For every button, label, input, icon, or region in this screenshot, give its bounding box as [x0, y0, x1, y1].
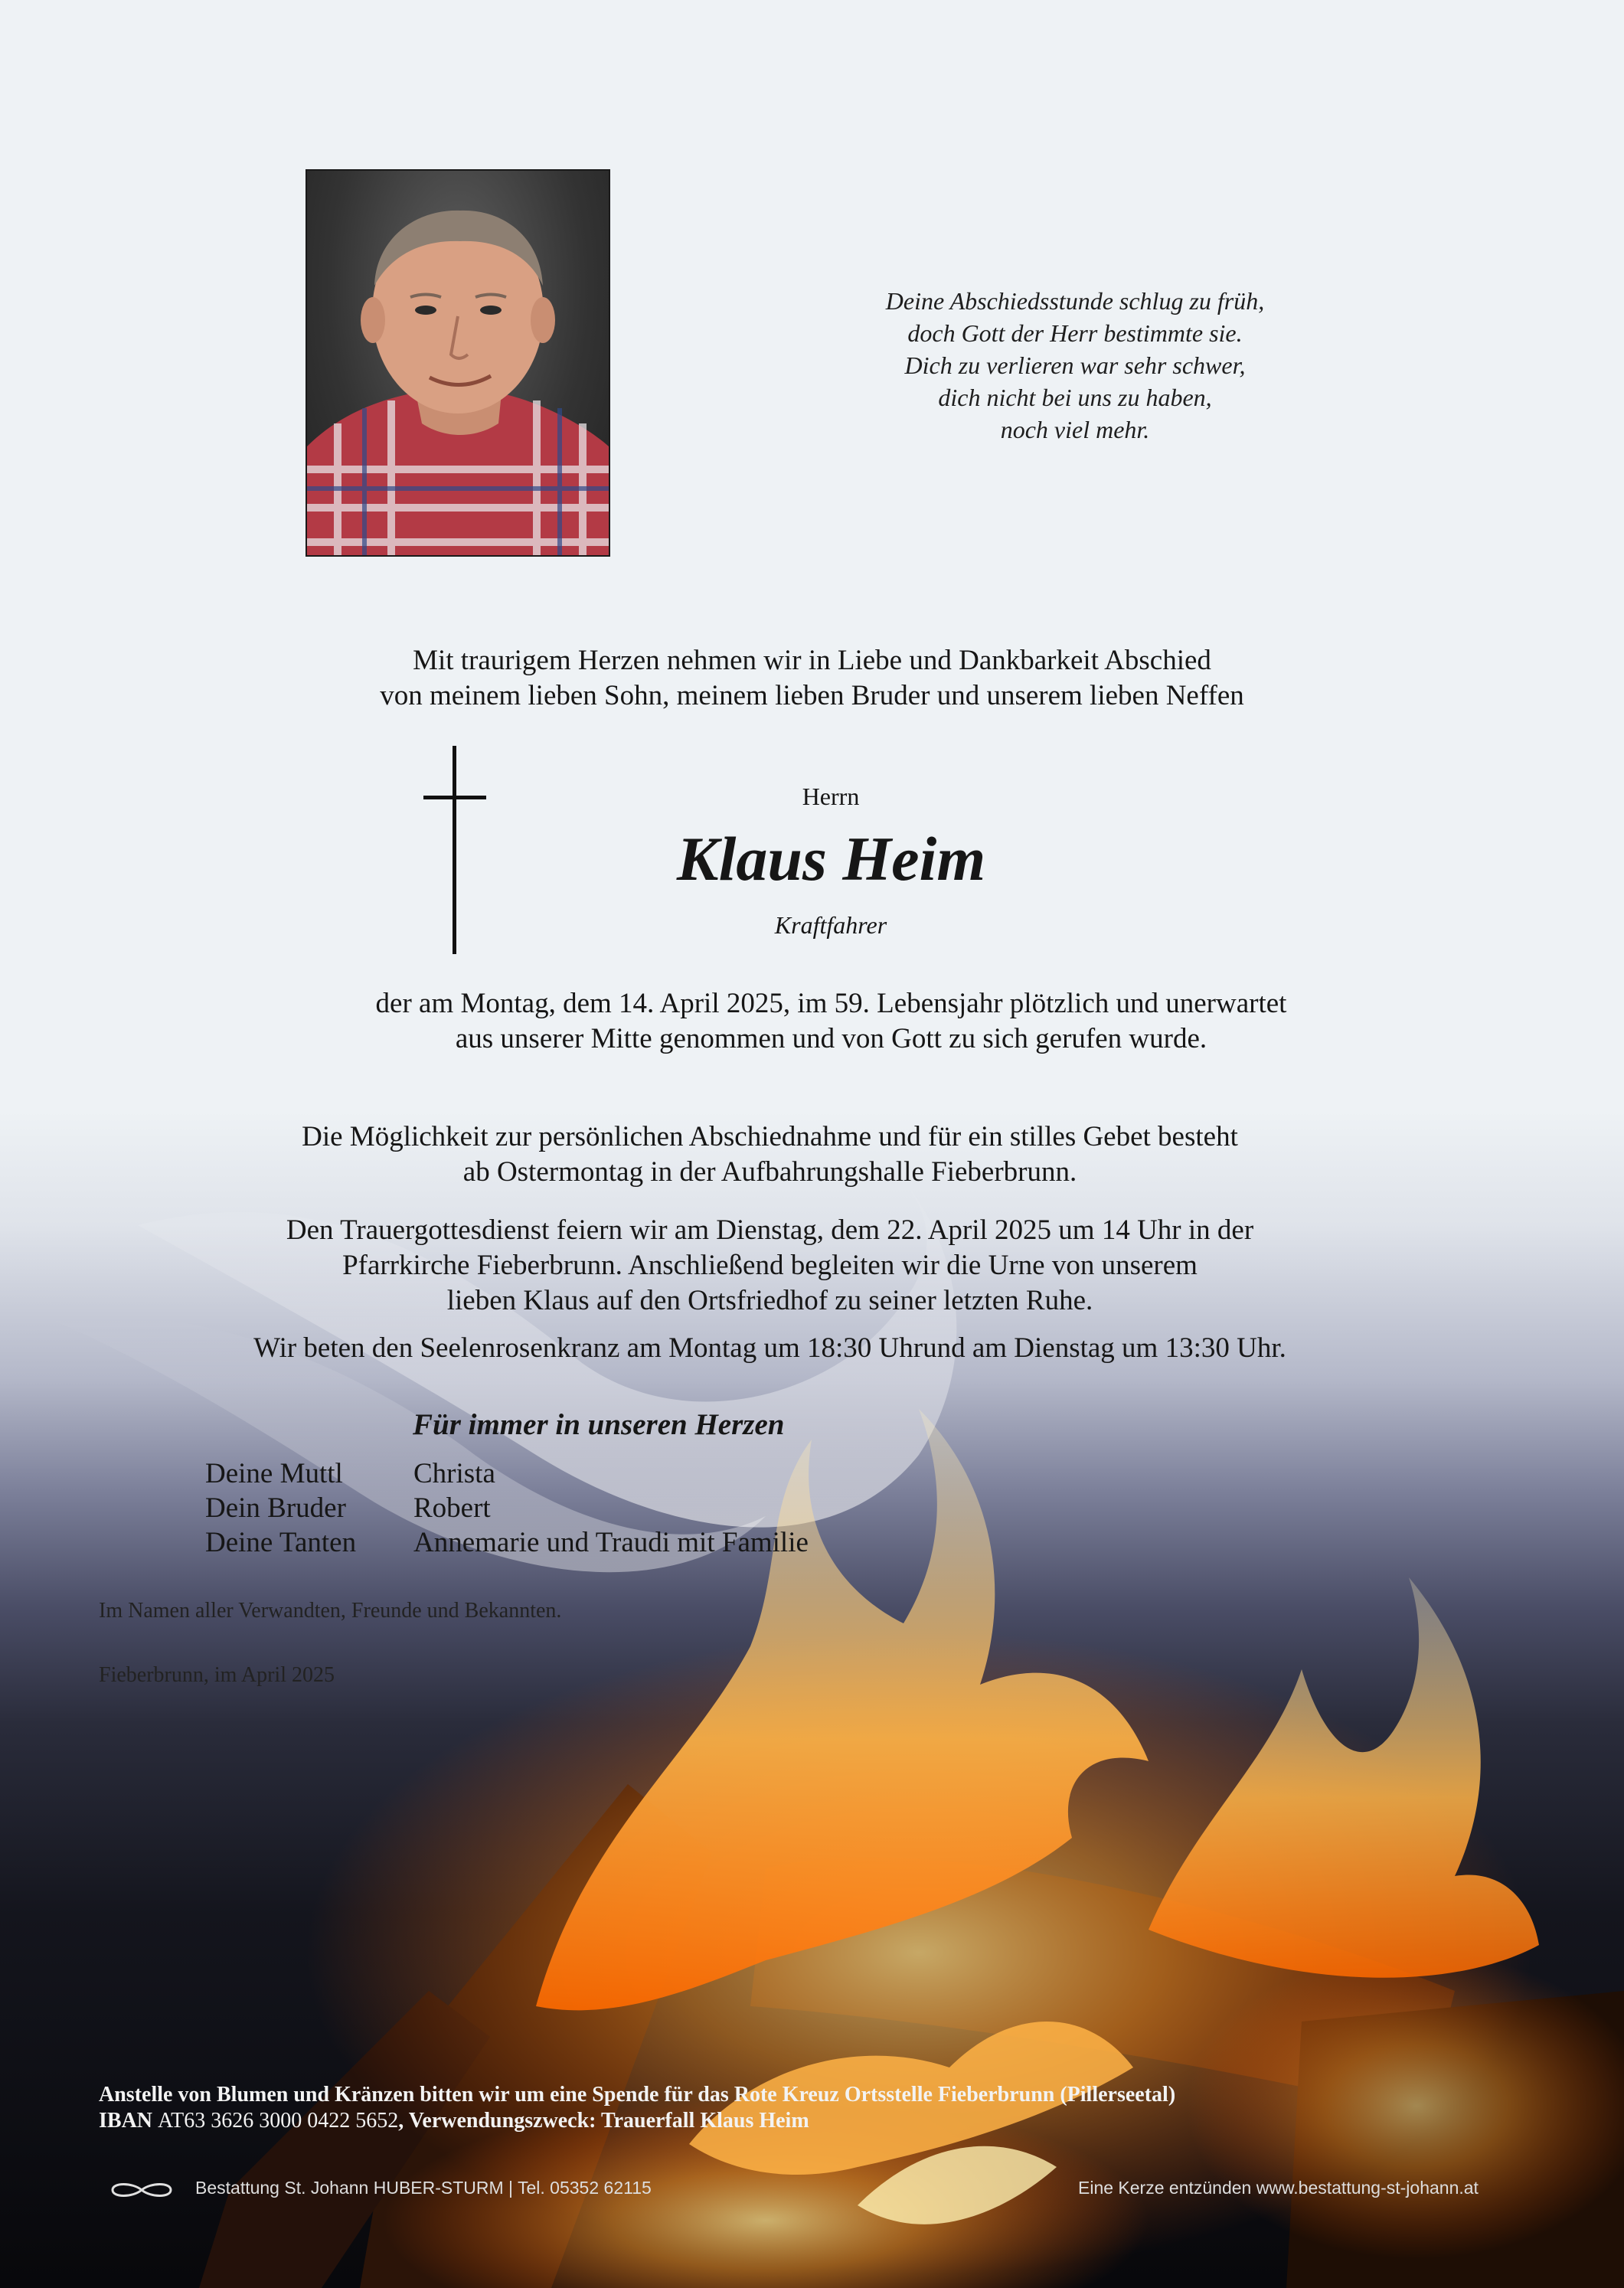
viewing-line: Die Möglichkeit zur persönlichen Abschiednahme und für ein stilles Gebet besteht — [302, 1121, 1238, 1152]
deceased-name: Klaus Heim — [676, 824, 986, 894]
family-names: Robert — [413, 1492, 491, 1524]
footer-funeral-home: Bestattung St. Johann HUBER-STURM | Tel. 05352 62115 — [195, 2178, 652, 2198]
death-notice-line: aus unserer Mitte genommen und von Gott zu sich gerufen wurde. — [455, 1023, 1207, 1054]
iban-label: IBAN — [99, 2109, 153, 2133]
service-line: Den Trauergottesdienst feiern wir am Dienstag, dem 22. April 2025 um 14 Uhr in der — [286, 1214, 1254, 1246]
rosary-info: Wir beten den Seelenrosenkranz am Montag um 18:30 Uhrund am Dienstag um 13:30 Uhr. — [253, 1332, 1286, 1364]
donation-info — [99, 2082, 1175, 2134]
service-line: lieben Klaus auf den Ortsfriedhof zu seiner letzten Ruhe. — [446, 1285, 1093, 1316]
footer-candle-link[interactable]: Eine Kerze entzünden www.bestattung-st-johann.at — [1078, 2178, 1479, 2198]
viewing-info — [92, 1119, 1448, 1190]
family-title: Für immer in unseren Herzen — [413, 1408, 785, 1441]
donation-line: Anstelle von Blumen und Kränzen bitten wir um eine Spende für das Rote Kreuz Ortsstelle Fieberbrunn (Pillerseetal) — [99, 2083, 1176, 2107]
family-relation: Deine Tanten — [205, 1527, 357, 1558]
family-names: Christa — [413, 1458, 495, 1489]
cross-icon — [423, 746, 486, 954]
memorial-poem — [766, 285, 1384, 446]
death-notice-line: der am Montag, dem 14. April 2025, im 59. Lebensjahr plötzlich und unerwartet — [375, 988, 1287, 1019]
occupation: Kraftfahrer — [774, 911, 887, 939]
donation-purpose: , Verwendungszweck: Trauerfall Klaus Heim — [398, 2109, 809, 2133]
viewing-line: ab Ostermontag in der Aufbahrungshalle Fieberbrunn. — [462, 1156, 1077, 1188]
place-date: Fieberbrunn, im April 2025 — [99, 1663, 335, 1687]
poem-line: Deine Abschiedsstunde schlug zu früh, — [885, 287, 1265, 315]
family-relation: Deine Muttl — [205, 1458, 343, 1489]
family-names: Annemarie und Traudi mit Familie — [413, 1527, 809, 1558]
on-behalf-text: Im Namen aller Verwandten, Freunde und Bekannten. — [99, 1599, 562, 1623]
family-row — [205, 1491, 809, 1525]
family-list — [205, 1456, 809, 1560]
intro-line: von meinem lieben Sohn, meinem lieben Bruder und unserem lieben Neffen — [380, 680, 1244, 711]
infinity-logo-icon — [102, 2179, 181, 2201]
death-notice — [153, 986, 1509, 1057]
service-line: Pfarrkirche Fieberbrunn. Anschließend begleiten wir die Urne von unserem — [342, 1250, 1198, 1281]
family-relation: Dein Bruder — [205, 1492, 346, 1524]
portrait-photo — [306, 169, 610, 557]
poem-line: Dich zu verlieren war sehr schwer, — [904, 351, 1246, 379]
family-row — [205, 1525, 809, 1560]
iban-number: AT63 3626 3000 0422 5652 — [158, 2109, 399, 2133]
intro-line: Mit traurigem Herzen nehmen wir in Liebe und Dankbarkeit Abschied — [413, 645, 1211, 676]
salutation: Herrn — [802, 783, 860, 810]
family-row — [205, 1456, 809, 1491]
intro-text — [153, 643, 1471, 714]
poem-line: dich nicht bei uns zu haben, — [938, 384, 1212, 411]
iban-line — [99, 2108, 1175, 2134]
service-info — [92, 1213, 1448, 1319]
poem-line: noch viel mehr. — [1000, 416, 1150, 443]
poem-line: doch Gott der Herr bestimmte sie. — [907, 319, 1243, 347]
